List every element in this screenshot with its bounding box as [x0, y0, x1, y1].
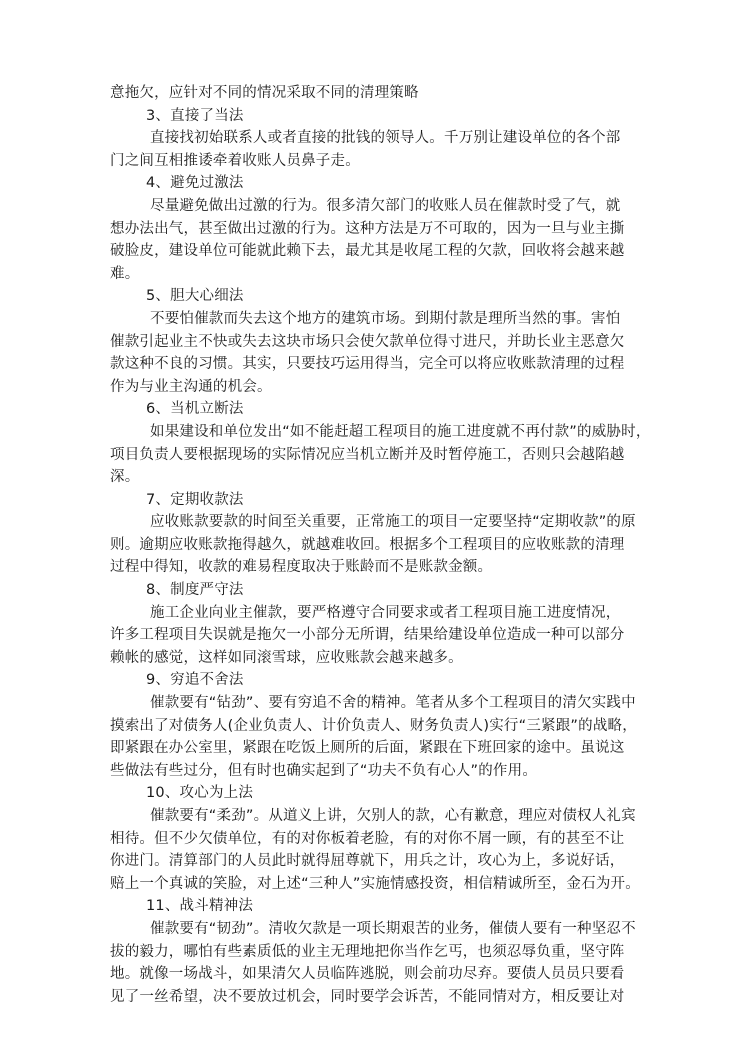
- section-heading: 11、战斗精神法: [146, 898, 254, 915]
- paragraph-line: 你进门。清算部门的人员此时就得屈尊就下，用兵之计，攻心为上，多说好话，: [110, 853, 625, 870]
- section-4: [110, 172, 642, 285]
- paragraph-line: 尽量避免做出过激的行为。很多清欠部门的收账人员在催款时受了气，就: [150, 197, 621, 214]
- paragraph-line: 许多工程项目失误就是拖欠一小部分无所谓，结果给建设单位造成一种可以部分: [110, 627, 625, 644]
- paragraph-line: 摸索出了对债务人(企业负责人、计价负责人、财务负责人)实行“三紧跟”的战略，: [110, 717, 637, 734]
- section-10: [110, 782, 642, 895]
- section-heading: 8、制度严守法: [146, 582, 244, 599]
- paragraph-line: 应收账款要款的时间至关重要，正常施工的项目一定要坚持“定期收款”的原: [150, 514, 636, 531]
- section-heading: 5、胆大心细法: [146, 288, 244, 305]
- paragraph-line: 赖帐的感觉，这样如同滚雪球，应收账款会越来越多。: [110, 649, 463, 666]
- paragraph-line: 如果建设和单位发出“如不能赶超工程项目的施工进度就不再付款”的威胁时，: [150, 423, 651, 440]
- paragraph-line: 相待。但不少欠债单位，有的对你板着老脸，有的对你不屑一顾，有的甚至不让: [110, 830, 625, 847]
- document-page: [110, 82, 651, 1008]
- section-11: [110, 895, 642, 1008]
- paragraph-line: 想办法出气，甚至做出过激的行为。这种方法是万不可取的，因为一旦与业主撕: [110, 220, 625, 237]
- section-8: [110, 579, 642, 669]
- section-heading: 7、定期收款法: [146, 491, 244, 508]
- section-6: [110, 398, 651, 488]
- paragraph-line: 项目负责人要根据现场的实际情况应当机立断并及时暂停施工，否则只会越陷越: [110, 446, 625, 463]
- section-heading: 3、直接了当法: [146, 107, 244, 124]
- paragraph-line: 施工企业向业主催款，要严格遵守合同要求或者工程项目施工进度情况，: [150, 604, 621, 621]
- paragraph-line: 破脸皮，建设单位可能就此赖下去，最尤其是收尾工程的欠款，回收将会越来越: [110, 243, 625, 260]
- paragraph-line: 见了一丝希望，决不要放过机会，同时要学会诉苦，不能同情对方，相反要让对: [110, 988, 625, 1005]
- section-7: [110, 489, 642, 579]
- paragraph-line: 催款要有“韧劲”。清收欠款是一项长期艰苦的业务，催债人要有一种坚忍不: [150, 920, 636, 937]
- section-heading: 4、避免过激法: [146, 175, 244, 192]
- paragraph-line: 拔的毅力，哪怕有些素质低的业主无理地把你当作乞丐，也须忍辱负重，坚守阵: [110, 943, 625, 960]
- section-heading: 6、当机立断法: [146, 401, 244, 418]
- paragraph-line: 即紧跟在办公室里，紧跟在吃饭上厕所的后面，紧跟在下班回家的途中。虽说这: [110, 740, 625, 757]
- section-heading: 9、穷追不舍法: [146, 672, 244, 689]
- paragraph-line: 催款要有“柔劲”。从道义上讲，欠别人的款，心有歉意，理应对债权人礼宾: [150, 808, 636, 824]
- paragraph-line: 深。: [110, 469, 140, 486]
- paragraph-line: 催款引起业主不快或失去这块市场只会使欠款单位得寸进尺，并助长业主恶意欠: [110, 333, 625, 350]
- paragraph-line: 不要怕催款而失去这个地方的建筑市场。到期付款是理所当然的事。害怕: [150, 310, 621, 327]
- paragraph-line: 催款要有“钻劲”、要有穷追不舍的精神。笔者从多个工程项目的清欠实践中: [150, 695, 636, 712]
- paragraph-line: 作为与业主沟通的机会。: [110, 378, 272, 395]
- paragraph-line: 直接找初始联系人或者直接的批钱的领导人。千万别让建设单位的各个部: [150, 130, 621, 147]
- section-5: [110, 285, 642, 398]
- paragraph-line: 则。逾期应收账款拖得越久，就越难收回。根据多个工程项目的应收账款的清理: [110, 536, 625, 553]
- intro-line: 意拖欠，应针对不同的情况采取不同的清理策略: [110, 85, 419, 101]
- paragraph-line: 过程中得知，收款的难易程度取决于账龄而不是账款金额。: [110, 559, 493, 576]
- section-3: [110, 105, 642, 173]
- paragraph-line: 些做法有些过分，但有时也确实起到了“功夫不负有心人”的作用。: [110, 762, 538, 779]
- section-9: [110, 669, 642, 782]
- paragraph-line: 款这种不良的习惯。其实，只要技巧运用得当，完全可以将应收账款清理的过程: [110, 356, 625, 373]
- paragraph-line: 难。: [110, 265, 140, 282]
- paragraph-line: 地。就像一场战斗，如果清欠人员临阵逃脱，则会前功尽弃。要债人员员只要看: [110, 966, 625, 983]
- paragraph-line: 赔上一个真诚的笑脸，对上述“三种人”实施情感投资，相信精诚所至，金石为开。: [110, 875, 640, 892]
- paragraph-line: 门之间互相推诿牵着收账人员鼻子走。: [110, 152, 360, 169]
- section-heading: 10、攻心为上法: [146, 785, 254, 802]
